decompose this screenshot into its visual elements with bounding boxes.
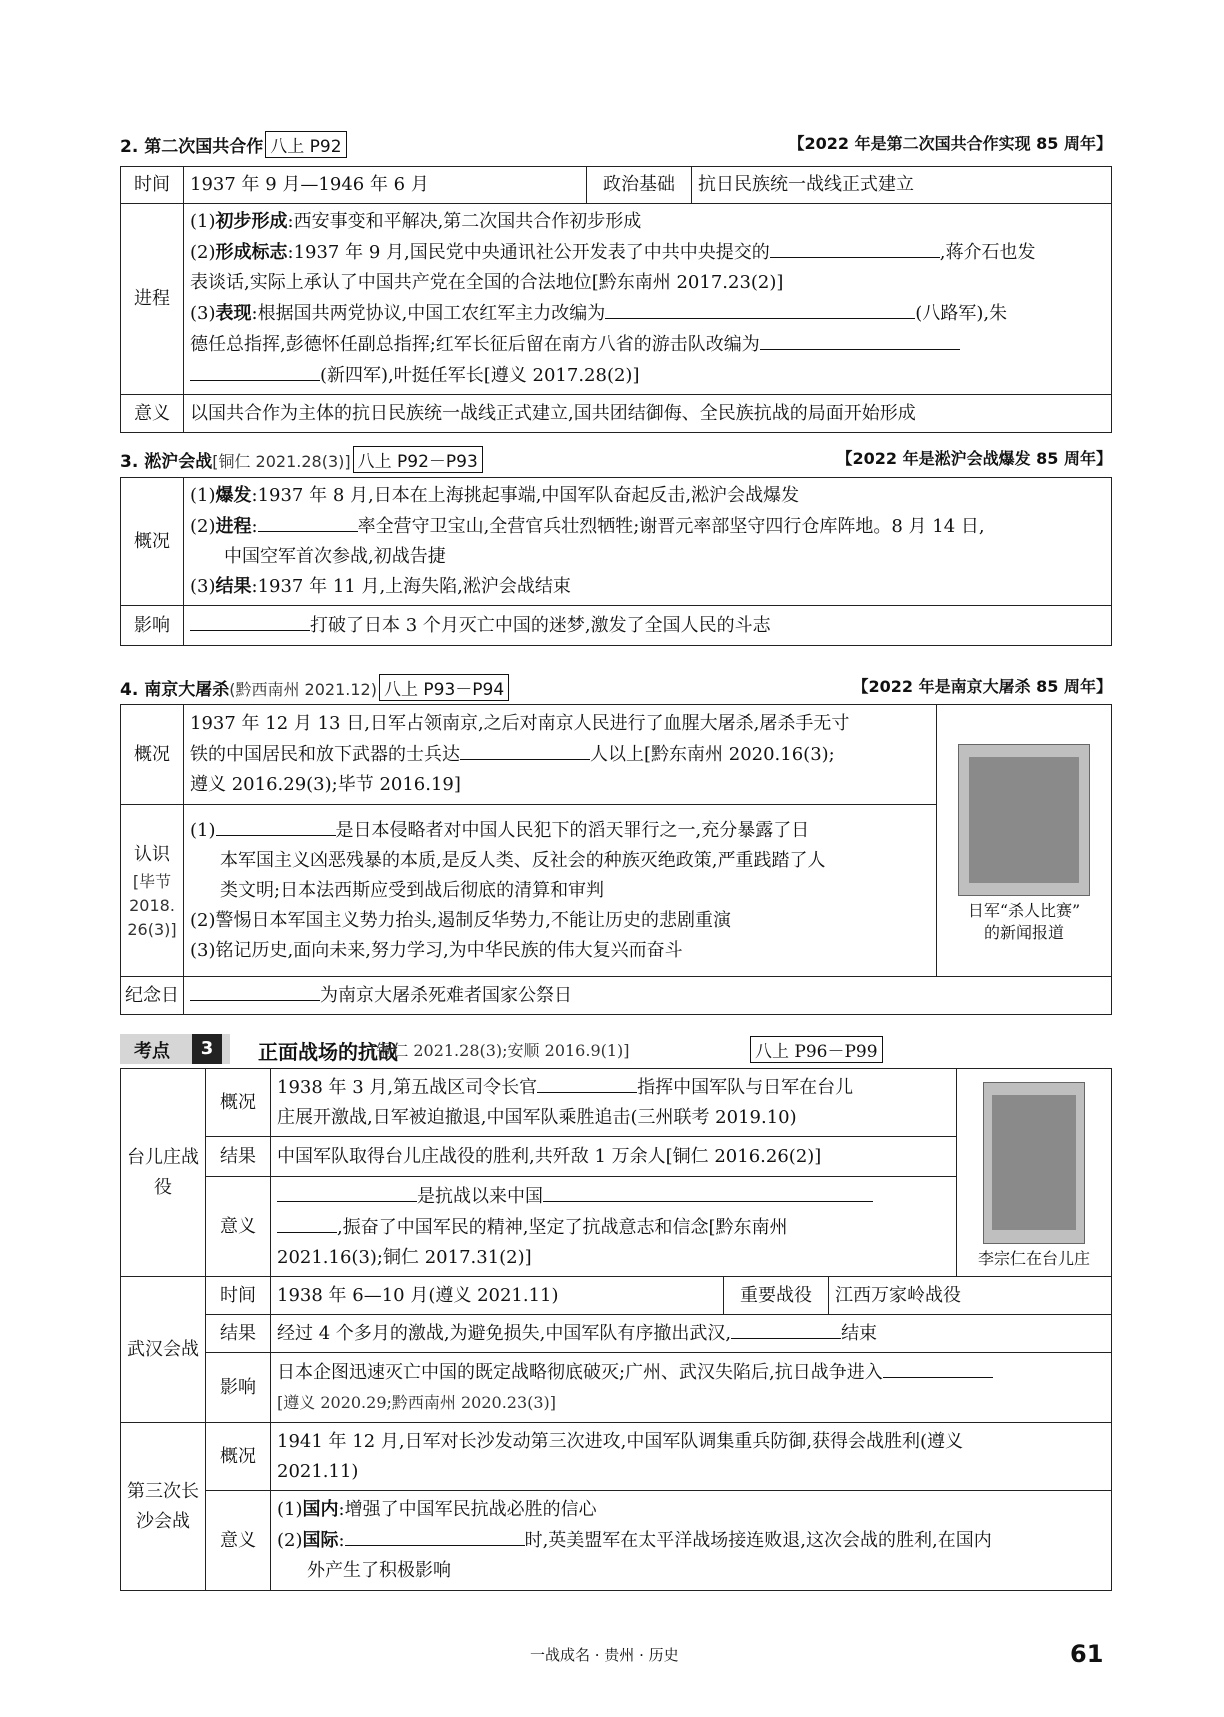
num: (3)	[190, 576, 216, 597]
text: :增强了中国军民抗战必胜的信心	[338, 1499, 597, 1520]
textbook-ref: 八上 P92	[265, 131, 346, 158]
line-1	[277, 1357, 1105, 1388]
photo-caption: 李宗仁在台儿庄	[977, 1248, 1090, 1268]
photo-cell	[937, 705, 1112, 977]
text: ,振奋了中国军民的精神,坚定了抗战意志和信念[黔东南州	[337, 1216, 788, 1238]
changsha-label: 第三次长沙会战	[121, 1423, 206, 1591]
text: ,蒋介石也发	[939, 242, 1036, 263]
impact-content	[184, 606, 1112, 646]
fill-blank[interactable]	[277, 1181, 417, 1202]
time-label: 时间	[206, 1277, 271, 1315]
num: (1)	[190, 211, 216, 232]
fill-blank[interactable]	[770, 237, 940, 258]
anniversary-note: 【2022 年是第二次国共合作实现 85 周年】	[788, 134, 1112, 153]
line-1	[277, 1495, 1105, 1525]
text: :1937 年 9 月,国民党中央通讯社公开发表了中共中央提交的	[287, 242, 770, 263]
meaning-value: 以国共合作为主体的抗日民族统一战线正式建立,国共团结御侮、全民族抗战的局面开始形成	[184, 395, 1112, 433]
keypoint-title: 正面战场的抗战	[258, 1040, 398, 1064]
overview-label: 概况	[121, 478, 184, 606]
text: 为南京大屠杀死难者国家公祭日	[320, 985, 572, 1006]
fill-blank[interactable]	[883, 1357, 993, 1378]
keypoint-3-header	[120, 1034, 1112, 1066]
fill-blank[interactable]	[460, 739, 590, 760]
fill-blank[interactable]	[216, 815, 336, 836]
front-battle-table	[120, 1068, 1112, 1591]
textbook-ref: 八上 P92－P93	[353, 446, 483, 473]
fill-blank[interactable]	[277, 1212, 337, 1233]
key: 初步形成	[215, 211, 288, 232]
line-2	[190, 511, 1105, 542]
exam-source: [铜仁 2021.28(3)]	[212, 452, 351, 471]
impact-label: 影响	[121, 606, 184, 646]
text: 1938 年 3 月,第五战区司令长官	[277, 1077, 538, 1098]
time-value: 1937 年 9 月—1946 年 6 月	[184, 167, 587, 204]
know-label-cell	[121, 805, 184, 977]
section-2-title	[120, 131, 347, 158]
line-2: 2021.11)	[277, 1460, 359, 1482]
photo-cell	[957, 1069, 1112, 1277]
anniversary-note: 【2022 年是南京大屠杀 85 周年】	[852, 677, 1112, 696]
meaning-label: 意义	[206, 1177, 271, 1277]
taierzhuang-result: 中国军队取得台儿庄战役的胜利,共歼敌 1 万余人[铜仁 2016.26(2)]	[271, 1137, 957, 1177]
time-label: 时间	[121, 167, 184, 204]
taierzhuang-meaning	[271, 1177, 957, 1277]
key: 结果	[215, 576, 252, 597]
photo-image	[969, 757, 1078, 883]
process-line-2b: 表谈话,实际上承认了中国共产党在全国的合法地位[黔东南州 2017.23(2)]	[190, 272, 784, 293]
text: :	[251, 516, 258, 537]
text: :1937 年 8 月,日本在上海挑起事端,中国军队奋起反击,淞沪会战爆发	[251, 485, 800, 506]
overview-content	[184, 705, 937, 805]
know-content	[184, 805, 937, 977]
text: 指挥中国军队与日军在台儿	[637, 1077, 854, 1098]
exam-source: (黔西南州 2021.12)	[229, 680, 377, 699]
textbook-ref: 八上 P93－P94	[379, 674, 509, 701]
process-line-2	[190, 237, 1105, 268]
line-2: [遵义 2020.29;黔西南州 2020.23(3)]	[277, 1393, 557, 1412]
process-line-1	[190, 207, 1105, 237]
line-1	[277, 1181, 950, 1212]
text: 经过 4 个多月的激战,为避免损失,中国军队有序撤出武汉,	[277, 1323, 732, 1344]
num: (2)	[190, 516, 216, 537]
num: (2)	[277, 1530, 303, 1551]
text: 是抗战以来中国	[417, 1185, 543, 1207]
fill-blank[interactable]	[543, 1181, 873, 1202]
photo-image	[992, 1095, 1076, 1229]
meaning-label: 意义	[121, 395, 184, 433]
num: (3)	[190, 303, 216, 324]
key: 形成标志	[215, 242, 288, 263]
text: 时,英美盟军在太平洋战场接连败退,这次会战的胜利,在国内	[524, 1530, 992, 1551]
k-line-1	[190, 815, 930, 846]
section-3-table	[120, 477, 1112, 646]
key: 国内	[302, 1499, 339, 1520]
text: (八路军),朱	[915, 303, 1008, 324]
keypoint-source: [铜仁 2021.28(3);安顺 2016.9(1)]	[370, 1041, 630, 1060]
text: :根据国共两党协议,中国工农红军主力改编为	[251, 303, 606, 324]
fill-blank[interactable]	[537, 1072, 637, 1093]
num: (1)	[190, 820, 216, 841]
k-line-3: (3)铭记历史,面向未来,努力学习,为中华民族的伟大复兴而奋斗	[190, 940, 683, 961]
text: 德任总指挥,彭德怀任副总指挥;红军长征后留在南方八省的游击队改编为	[190, 334, 760, 355]
page-number: 61	[1070, 1640, 1104, 1668]
taierzhuang-overview	[271, 1069, 957, 1137]
line-2	[277, 1212, 950, 1243]
text: 率全营守卫宝山,全营官兵壮烈牺牲;谢晋元率部坚守四行仓库阵地。8 月 14 日,	[357, 516, 985, 537]
anniversary-note: 【2022 年是淞沪会战爆发 85 周年】	[836, 449, 1112, 468]
key: 爆发	[215, 485, 252, 506]
fill-blank[interactable]	[190, 610, 310, 631]
num: (1)	[277, 1499, 303, 1520]
text: 日本企图迅速灭亡中国的既定战略彻底破灭;广州、武汉失陷后,抗日战争进入	[277, 1362, 883, 1383]
text: :	[338, 1530, 345, 1551]
key: 表现	[215, 303, 252, 324]
taierzhuang-label: 台儿庄战役	[121, 1069, 206, 1277]
fill-blank[interactable]	[605, 298, 915, 319]
textbook-ref: 八上 P96－P99	[750, 1036, 883, 1063]
text: (新四军),叶挺任军长[遵义 2017.28(2)]	[320, 365, 640, 386]
basis-label: 政治基础	[587, 167, 692, 204]
section-4-title-text: 4. 南京大屠杀	[120, 680, 230, 700]
line-2b: 中国空军首次参战,初战告捷	[224, 546, 446, 567]
meaning-label: 意义	[206, 1491, 271, 1591]
line-2: 庄展开激战,日军被迫撤退,中国军队乘胜追击(三州联考 2019.10)	[277, 1107, 797, 1128]
process-label: 进程	[121, 204, 184, 395]
line-3	[190, 572, 1105, 602]
line-1: 1941 年 12 月,日军对长沙发动第三次进攻,中国军队调集重兵防御,获得会战胜利(遵义	[277, 1430, 964, 1452]
line-2	[190, 739, 930, 770]
memorial-content	[184, 977, 1112, 1015]
result-label: 结果	[206, 1315, 271, 1353]
result-label: 结果	[206, 1137, 271, 1177]
k-line-1c: 类文明;日本法西斯应受到战后彻底的清算和审判	[220, 880, 605, 901]
process-line-3b	[190, 329, 1105, 360]
section-4-header	[120, 674, 1112, 700]
wuhan-time: 1938 年 6—10 月(遵义 2021.11)	[271, 1277, 724, 1315]
keypoint-tag-text: 考点	[134, 1041, 170, 1062]
section-2-header	[120, 131, 1112, 157]
wuhan-impact	[271, 1353, 1112, 1423]
text: 是日本侵略者对中国人民犯下的滔天罪行之一,充分暴露了日	[335, 820, 810, 841]
text: :1937 年 11 月,上海失陷,淞沪会战结束	[251, 576, 571, 597]
overview-label: 概况	[206, 1069, 271, 1137]
overview-label: 概况	[121, 705, 184, 805]
know-source: [毕节 2018. 26(3)]	[127, 871, 177, 939]
key: 国际	[302, 1530, 339, 1551]
process-line-3c	[190, 360, 1105, 391]
fill-blank[interactable]	[760, 329, 960, 350]
changsha-overview	[271, 1423, 1112, 1491]
section-3-title	[120, 446, 483, 473]
fill-blank[interactable]	[345, 1525, 525, 1546]
overview-label: 概况	[206, 1423, 271, 1491]
photo-caption-1: 日军“杀人比赛”	[967, 900, 1081, 920]
line-3: 2021.16(3);铜仁 2017.31(2)]	[277, 1246, 532, 1268]
fill-blank[interactable]	[190, 980, 320, 1001]
wuhan-key-battle: 江西万家岭战役	[829, 1277, 1112, 1315]
know-label: 认识	[134, 843, 170, 865]
basis-value: 抗日民族统一战线正式建立	[692, 167, 1112, 204]
fill-blank[interactable]	[190, 360, 320, 381]
section-3-title-text: 3. 淞沪会战	[120, 452, 213, 472]
text: 人以上[黔东南州 2020.16(3);	[590, 744, 835, 765]
num: (1)	[190, 485, 216, 506]
section-2-title-text: 2. 第二次国共合作	[120, 137, 264, 157]
newspaper-photo	[958, 744, 1090, 896]
fill-blank[interactable]	[258, 511, 358, 532]
text: 打破了日本 3 个月灭亡中国的迷梦,激发了全国人民的斗志	[310, 615, 771, 636]
line-3: 遵义 2016.29(3);毕节 2016.19]	[190, 774, 461, 795]
section-2-table	[120, 166, 1112, 433]
text: 铁的中国居民和放下武器的士兵达	[190, 744, 460, 765]
line-1: 1937 年 12 月 13 日,日军占领南京,之后对南京人民进行了血腥大屠杀,屠杀手无寸	[190, 713, 850, 734]
key-battle-label: 重要战役	[724, 1277, 829, 1315]
line-3: 外产生了积极影响	[307, 1560, 451, 1581]
key: 进程	[215, 516, 252, 537]
process-line-3	[190, 298, 1105, 329]
keypoint-number: 3	[192, 1034, 222, 1064]
line-1	[277, 1072, 950, 1103]
footer-title: 一战成名 · 贵州 · 历史	[530, 1646, 679, 1664]
section-4-table	[120, 704, 1112, 1015]
photo-caption-2: 的新闻报道	[983, 922, 1064, 942]
fill-blank[interactable]	[731, 1318, 841, 1339]
impact-label: 影响	[206, 1353, 271, 1423]
text: 结束	[841, 1323, 878, 1344]
wuhan-result	[271, 1315, 1112, 1353]
line-1	[190, 481, 1105, 511]
num: (2)	[190, 242, 216, 263]
k-line-2: (2)警惕日本军国主义势力抬头,遏制反华势力,不能让历史的悲剧重演	[190, 910, 731, 931]
changsha-meaning	[271, 1491, 1112, 1591]
line-2	[277, 1525, 1105, 1556]
text: :西安事变和平解决,第二次国共合作初步形成	[287, 211, 642, 232]
section-3-header	[120, 446, 1112, 472]
general-photo	[983, 1082, 1085, 1244]
memorial-label: 纪念日	[121, 977, 184, 1015]
k-line-1b: 本军国主义凶恶残暴的本质,是反人类、反社会的种族灭绝政策,严重践踏了人	[220, 850, 826, 871]
process-content	[184, 204, 1112, 395]
section-4-title	[120, 674, 509, 701]
wuhan-label: 武汉会战	[121, 1277, 206, 1423]
overview-content	[184, 478, 1112, 606]
